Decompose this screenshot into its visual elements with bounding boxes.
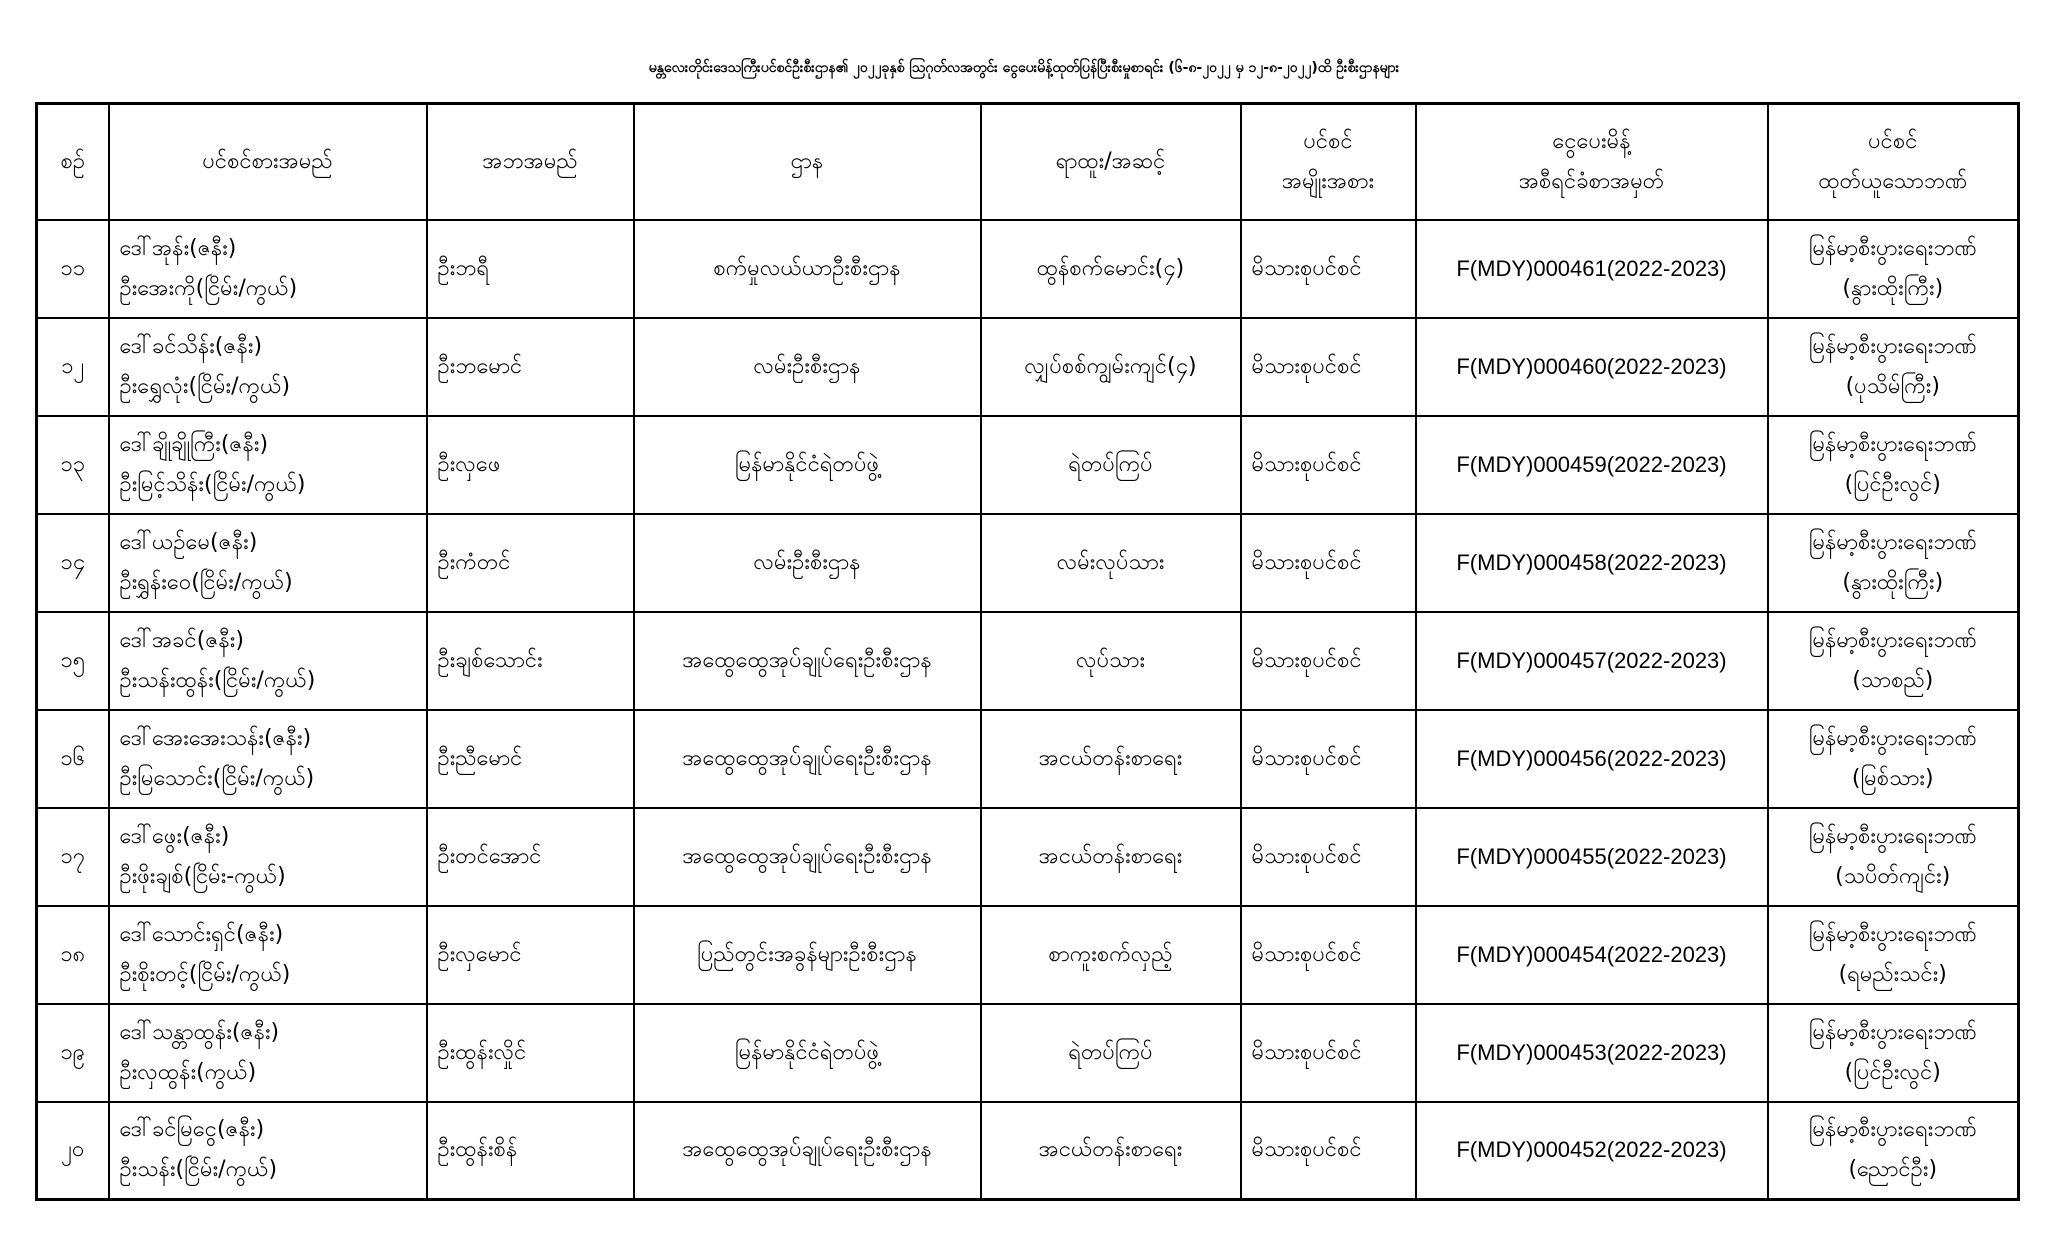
bank-line: (နွားထိုးကြီး) <box>1842 275 1944 301</box>
payment-order-number-cell: F(MDY)000452(2022-2023) <box>1416 1102 1768 1200</box>
header-line: အစီရင်ခံစာအမှတ် <box>1518 168 1665 194</box>
table-row <box>37 1102 2019 1200</box>
bank-line: (သာစည်) <box>1852 667 1934 693</box>
pensioner-name-cell <box>109 710 427 808</box>
bank-cell <box>1768 318 2019 416</box>
pensioner-name-line: ဦးမြင့်သိန်း(ငြိမ်း/ကွယ်) <box>119 471 306 497</box>
rank-cell: လုပ်သား <box>981 612 1241 710</box>
father-name-cell: ဦးကံတင် <box>427 514 634 612</box>
bank-line: (ပုသိမ်ကြီး) <box>1845 373 1940 399</box>
pension-type-cell: မိသားစုပင်စင် <box>1241 808 1416 906</box>
bank-line: (မြစ်သား) <box>1851 765 1934 791</box>
bank-cell <box>1768 1004 2019 1102</box>
pension-type-cell: မိသားစုပင်စင် <box>1241 710 1416 808</box>
pensioner-name-line: ဒေါ်ယဉ်မေ(ဇနီး) <box>119 529 258 555</box>
bank-line: မြန်မာ့စီးပွားရေးဘဏ် <box>1808 725 1977 751</box>
pensioner-name-line: ဒေါ်အုန်း(ဇနီး) <box>119 235 237 261</box>
pensioner-name-cell <box>109 1004 427 1102</box>
table-body <box>37 220 2019 1200</box>
serial-number-cell: ၁၄ <box>37 514 109 612</box>
bank-line: (ရမည်းသင်း) <box>1838 961 1947 987</box>
serial-number-cell: ၁၇ <box>37 808 109 906</box>
bank-line: မြန်မာ့စီးပွားရေးဘဏ် <box>1808 823 1977 849</box>
department-cell: မြန်မာနိုင်ငံရဲတပ်ဖွဲ့ <box>634 416 981 514</box>
bank-line: မြန်မာ့စီးပွားရေးဘဏ် <box>1808 235 1977 261</box>
bank-line: မြန်မာ့စီးပွားရေးဘဏ် <box>1808 1019 1977 1045</box>
payment-order-number-cell: F(MDY)000457(2022-2023) <box>1416 612 1768 710</box>
header-line: အဘအမည် <box>482 148 578 174</box>
table-row <box>37 220 2019 318</box>
bank-line: (သပိတ်ကျင်း) <box>1835 863 1951 889</box>
header-line: ပင်စင် <box>1303 128 1353 154</box>
bank-line: မြန်မာ့စီးပွားရေးဘဏ် <box>1808 1117 1977 1143</box>
pensioner-name-line: ဒေါ်အေးအေးသန်း(ဇနီး) <box>119 725 312 751</box>
department-cell: လမ်းဦးစီးဌာန <box>634 318 981 416</box>
header-line: ပင်စင် <box>1868 128 1918 154</box>
bank-cell <box>1768 1102 2019 1200</box>
department-cell: စက်မှုလယ်ယာဦးစီးဌာန <box>634 220 981 318</box>
rank-cell: လျှပ်စစ်ကျွမ်းကျင်(၄) <box>981 318 1241 416</box>
table-row <box>37 1004 2019 1102</box>
bank-line: (ပြင်ဦးလွင်) <box>1844 1059 1941 1085</box>
father-name-cell: ဦးချစ်သောင်း <box>427 612 634 710</box>
pension-type-cell: မိသားစုပင်စင် <box>1241 416 1416 514</box>
col-header-pensioner-name <box>109 104 427 220</box>
father-name-cell: ဦးဘရီ <box>427 220 634 318</box>
header-line: ပင်စင်စားအမည် <box>202 148 333 174</box>
department-cell: အထွေထွေအုပ်ချုပ်ရေးဦးစီးဌာန <box>634 808 981 906</box>
table-row <box>37 514 2019 612</box>
pensioner-name-line: ဦးသန်း(ငြိမ်း/ကွယ်) <box>119 1157 278 1183</box>
serial-number-cell: ၁၂ <box>37 318 109 416</box>
department-cell: မြန်မာနိုင်ငံရဲတပ်ဖွဲ့ <box>634 1004 981 1102</box>
pensioner-name-line: ဦးလှထွန်း(ကွယ်) <box>119 1059 257 1085</box>
col-header-no <box>37 104 109 220</box>
serial-number-cell: ၁၁ <box>37 220 109 318</box>
header-line: ငွေပေးမိန့် <box>1552 128 1631 154</box>
pensioner-name-line: ဦးစိုးတင့်(ငြိမ်း/ကွယ်) <box>119 961 291 987</box>
pensioner-name-line: ဒေါ်အခင်(ဇနီး) <box>119 627 244 653</box>
bank-line: မြန်မာ့စီးပွားရေးဘဏ် <box>1808 333 1977 359</box>
table-row <box>37 612 2019 710</box>
bank-cell <box>1768 808 2019 906</box>
bank-line: မြန်မာ့စီးပွားရေးဘဏ် <box>1808 921 1977 947</box>
col-header-payment-order-no <box>1416 104 1768 220</box>
pensioner-name-line: ဒေါ်သောင်းရှင်(ဇနီး) <box>119 921 284 947</box>
pensioner-name-line: ဒေါ်ချိုချိုကြီး(ဇနီး) <box>119 431 269 457</box>
pension-type-cell: မိသားစုပင်စင် <box>1241 220 1416 318</box>
department-cell: ပြည်တွင်းအခွန်များဦးစီးဌာန <box>634 906 981 1004</box>
table-row <box>37 710 2019 808</box>
payment-order-number-cell: F(MDY)000456(2022-2023) <box>1416 710 1768 808</box>
pensioner-name-cell <box>109 808 427 906</box>
pension-type-cell: မိသားစုပင်စင် <box>1241 318 1416 416</box>
rank-cell: ရဲတပ်ကြပ် <box>981 1004 1241 1102</box>
rank-cell: အငယ်တန်းစာရေး <box>981 710 1241 808</box>
pensioner-name-line: ဒေါ်ဖွေး(ဇနီး) <box>119 823 230 849</box>
pension-table <box>35 102 2020 1201</box>
table-header-row <box>37 104 2019 220</box>
pensioner-name-line: ဦးရွှန်းဝေ(ငြိမ်း/ကွယ်) <box>119 569 293 595</box>
bank-line: မြန်မာ့စီးပွားရေးဘဏ် <box>1808 627 1977 653</box>
pensioner-name-cell <box>109 514 427 612</box>
pension-type-cell: မိသားစုပင်စင် <box>1241 612 1416 710</box>
department-cell: လမ်းဦးစီးဌာန <box>634 514 981 612</box>
serial-number-cell: ၁၅ <box>37 612 109 710</box>
bank-cell <box>1768 514 2019 612</box>
department-cell: အထွေထွေအုပ်ချုပ်ရေးဦးစီးဌာန <box>634 1102 981 1200</box>
pensioner-name-cell <box>109 612 427 710</box>
bank-line: (ပြင်ဦးလွင်) <box>1844 471 1941 497</box>
pensioner-name-cell <box>109 906 427 1004</box>
col-header-department <box>634 104 981 220</box>
department-cell: အထွေထွေအုပ်ချုပ်ရေးဦးစီးဌာန <box>634 612 981 710</box>
father-name-cell: ဦးလှဖေ <box>427 416 634 514</box>
rank-cell: စာကူးစက်လှည့် <box>981 906 1241 1004</box>
pensioner-name-line: ဒေါ်ခင်မြငွေ(ဇနီး) <box>119 1117 265 1143</box>
pensioner-name-line: ဦးမြသောင်း(ငြိမ်း/ကွယ်) <box>119 765 315 791</box>
father-name-cell: ဦးဘမောင် <box>427 318 634 416</box>
payment-order-number-cell: F(MDY)000461(2022-2023) <box>1416 220 1768 318</box>
rank-cell: လမ်းလုပ်သား <box>981 514 1241 612</box>
header-line: ဌာန <box>790 148 824 174</box>
pension-type-cell: မိသားစုပင်စင် <box>1241 514 1416 612</box>
rank-cell: အငယ်တန်းစာရေး <box>981 808 1241 906</box>
rank-cell: အငယ်တန်းစာရေး <box>981 1102 1241 1200</box>
bank-cell <box>1768 220 2019 318</box>
header-line: အမျိုးအစား <box>1281 168 1375 194</box>
header-line: ရာထူး/အဆင့် <box>1055 148 1166 174</box>
bank-line: မြန်မာ့စီးပွားရေးဘဏ် <box>1808 431 1977 457</box>
pensioner-name-cell <box>109 416 427 514</box>
bank-cell <box>1768 416 2019 514</box>
bank-line: (နွားထိုးကြီး) <box>1842 569 1944 595</box>
father-name-cell: ဦးတင်အောင် <box>427 808 634 906</box>
pensioner-name-line: ဦးအေးကို(ငြိမ်း/ကွယ်) <box>119 275 298 301</box>
pensioner-name-cell <box>109 318 427 416</box>
pensioner-name-line: ဒေါ်ခင်သိန်း(ဇနီး) <box>119 333 263 359</box>
table-row <box>37 416 2019 514</box>
bank-cell <box>1768 906 2019 1004</box>
payment-order-number-cell: F(MDY)000459(2022-2023) <box>1416 416 1768 514</box>
pensioner-name-line: ဦးဖိုးချစ်(ငြိမ်း-ကွယ်) <box>119 863 286 889</box>
pensioner-name-line: ဦးသန်းထွန်း(ငြိမ်း/ကွယ်) <box>119 667 316 693</box>
bank-cell <box>1768 710 2019 808</box>
bank-line: (ညောင်ဦး) <box>1848 1157 1938 1183</box>
pension-type-cell: မိသားစုပင်စင် <box>1241 1004 1416 1102</box>
rank-cell: ရဲတပ်ကြပ် <box>981 416 1241 514</box>
payment-order-number-cell: F(MDY)000460(2022-2023) <box>1416 318 1768 416</box>
header-line: ထုတ်ယူသောဘဏ် <box>1818 168 1968 194</box>
payment-order-number-cell: F(MDY)000455(2022-2023) <box>1416 808 1768 906</box>
pensioner-name-cell <box>109 220 427 318</box>
pensioner-name-line: ဒေါ်သန္တာထွန်း(ဇနီး) <box>119 1019 280 1045</box>
rank-cell: ထွန်စက်မောင်း(၄) <box>981 220 1241 318</box>
pensioner-name-cell <box>109 1102 427 1200</box>
serial-number-cell: ၁၈ <box>37 906 109 1004</box>
pension-type-cell: မိသားစုပင်စင် <box>1241 906 1416 1004</box>
father-name-cell: ဦးလှမောင် <box>427 906 634 1004</box>
payment-order-number-cell: F(MDY)000458(2022-2023) <box>1416 514 1768 612</box>
bank-cell <box>1768 612 2019 710</box>
col-header-pension-type <box>1241 104 1416 220</box>
table-row <box>37 318 2019 416</box>
serial-number-cell: ၁၉ <box>37 1004 109 1102</box>
serial-number-cell: ၂၀ <box>37 1102 109 1200</box>
serial-number-cell: ၁၆ <box>37 710 109 808</box>
pensioner-name-line: ဦးရွှေလုံး(ငြိမ်း/ကွယ်) <box>119 373 291 399</box>
header-line: စဉ် <box>60 148 86 174</box>
payment-order-number-cell: F(MDY)000454(2022-2023) <box>1416 906 1768 1004</box>
table-row <box>37 906 2019 1004</box>
pension-type-cell: မိသားစုပင်စင် <box>1241 1102 1416 1200</box>
payment-order-number-cell: F(MDY)000453(2022-2023) <box>1416 1004 1768 1102</box>
col-header-rank <box>981 104 1241 220</box>
father-name-cell: ဦးထွန်းလှိုင် <box>427 1004 634 1102</box>
department-cell: အထွေထွေအုပ်ချုပ်ရေးဦးစီးဌာန <box>634 710 981 808</box>
page-title: မန္တလေးတိုင်းဒေသကြီးပင်စင်ဦးစီးဌာန၏ ၂၀၂၂ခုနှစ် ဩဂုတ်လအတွင်း ငွေပေးမိန့်ထုတ်ပြန်ပြီးစီးမှုစာရင်း (၆-၈-၂၀၂၂ မှ ၁၂-၈-၂၀၂၂)ထိ ဦးစီးဌာနများ <box>648 60 1400 76</box>
table-row <box>37 808 2019 906</box>
father-name-cell: ဦးထွန်းစိန် <box>427 1102 634 1200</box>
col-header-bank <box>1768 104 2019 220</box>
serial-number-cell: ၁၃ <box>37 416 109 514</box>
bank-line: မြန်မာ့စီးပွားရေးဘဏ် <box>1808 529 1977 555</box>
col-header-father-name <box>427 104 634 220</box>
father-name-cell: ဦးညီမောင် <box>427 710 634 808</box>
